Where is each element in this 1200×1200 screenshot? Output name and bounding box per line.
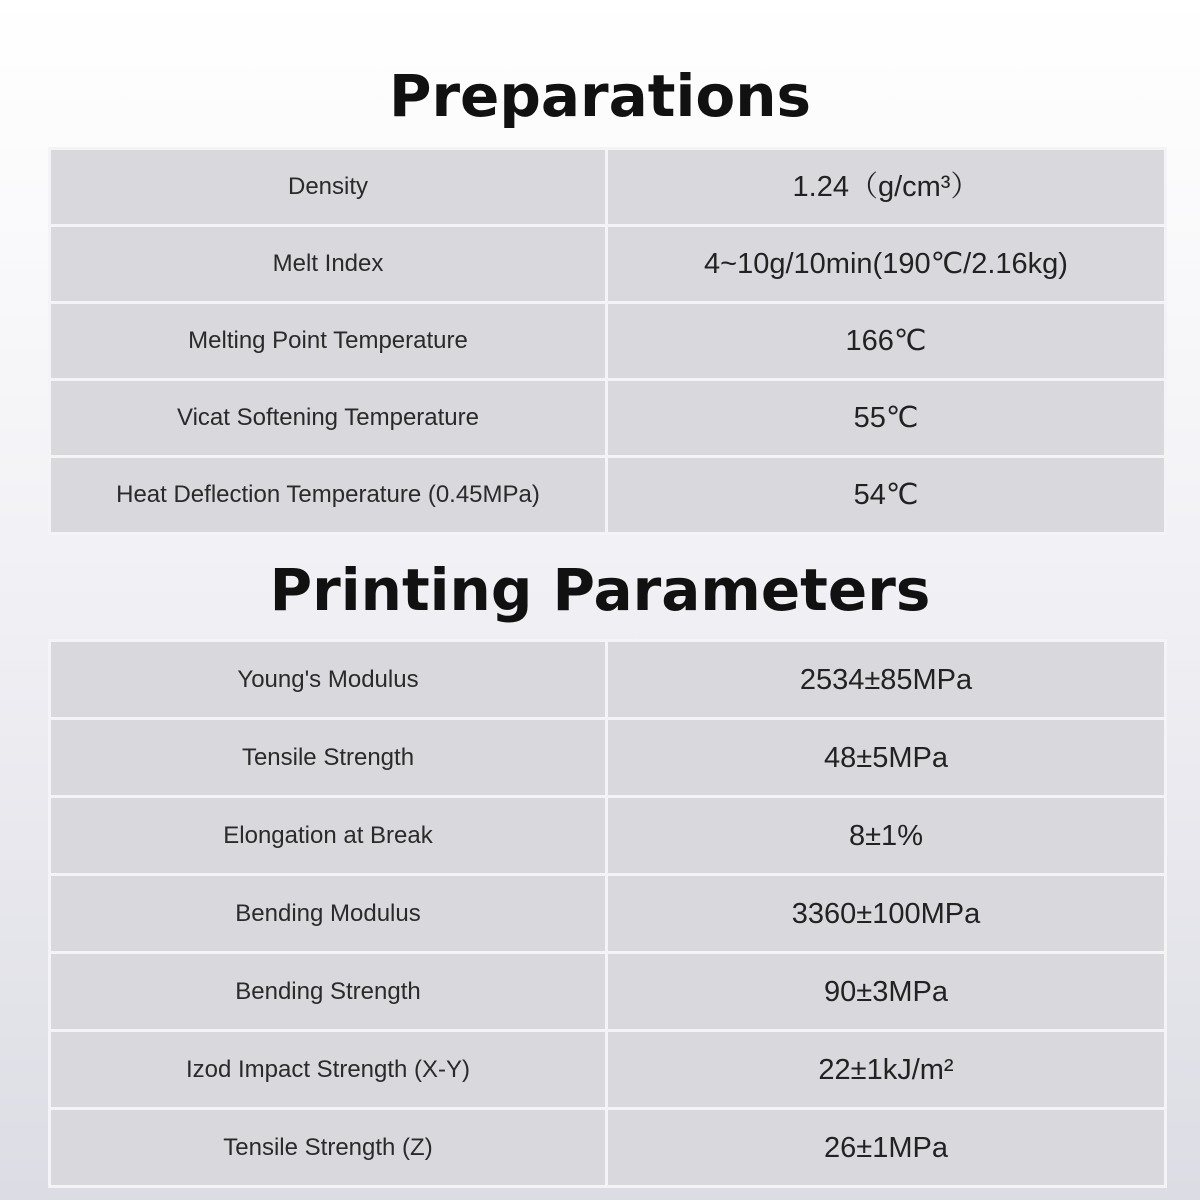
density-value: 1.24（g/cm³） [607,149,1166,226]
density-label: Density [50,149,607,226]
tensile-strength-value: 48±5MPa [607,719,1166,797]
bending-modulus-label: Bending Modulus [50,875,607,953]
heat-deflection-value: 54℃ [607,457,1166,534]
table-row [50,149,1166,226]
bending-modulus-value: 3360±100MPa [607,875,1166,953]
izod-impact-value: 22±1kJ/m² [607,1031,1166,1109]
youngs-modulus-label: Young's Modulus [50,641,607,719]
table-row [50,226,1166,303]
vicat-softening-value: 55℃ [607,380,1166,457]
printing-parameters-table [48,639,1167,1188]
vicat-softening-label: Vicat Softening Temperature [50,380,607,457]
table-row [50,797,1166,875]
table-row [50,641,1166,719]
bending-strength-label: Bending Strength [50,953,607,1031]
preparations-table [48,147,1167,535]
table-row [50,380,1166,457]
melting-point-label: Melting Point Temperature [50,303,607,380]
table-row [50,875,1166,953]
elongation-at-break-label: Elongation at Break [50,797,607,875]
table-row [50,953,1166,1031]
elongation-at-break-value: 8±1% [607,797,1166,875]
tensile-strength-z-label: Tensile Strength (Z) [50,1109,607,1187]
melt-index-label: Melt Index [50,226,607,303]
table-row [50,1109,1166,1187]
table-row [50,719,1166,797]
table-row [50,1031,1166,1109]
preparations-title: Preparations [388,62,812,130]
tensile-strength-z-value: 26±1MPa [607,1109,1166,1187]
melting-point-value: 166℃ [607,303,1166,380]
printing-parameters-title: Printing Parameters [269,556,931,624]
table-row [50,303,1166,380]
table-row [50,457,1166,534]
heat-deflection-label: Heat Deflection Temperature (0.45MPa) [50,457,607,534]
melt-index-value: 4~10g/10min(190℃/2.16kg) [607,226,1166,303]
izod-impact-label: Izod Impact Strength (X-Y) [50,1031,607,1109]
bending-strength-value: 90±3MPa [607,953,1166,1031]
tensile-strength-label: Tensile Strength [50,719,607,797]
youngs-modulus-value: 2534±85MPa [607,641,1166,719]
